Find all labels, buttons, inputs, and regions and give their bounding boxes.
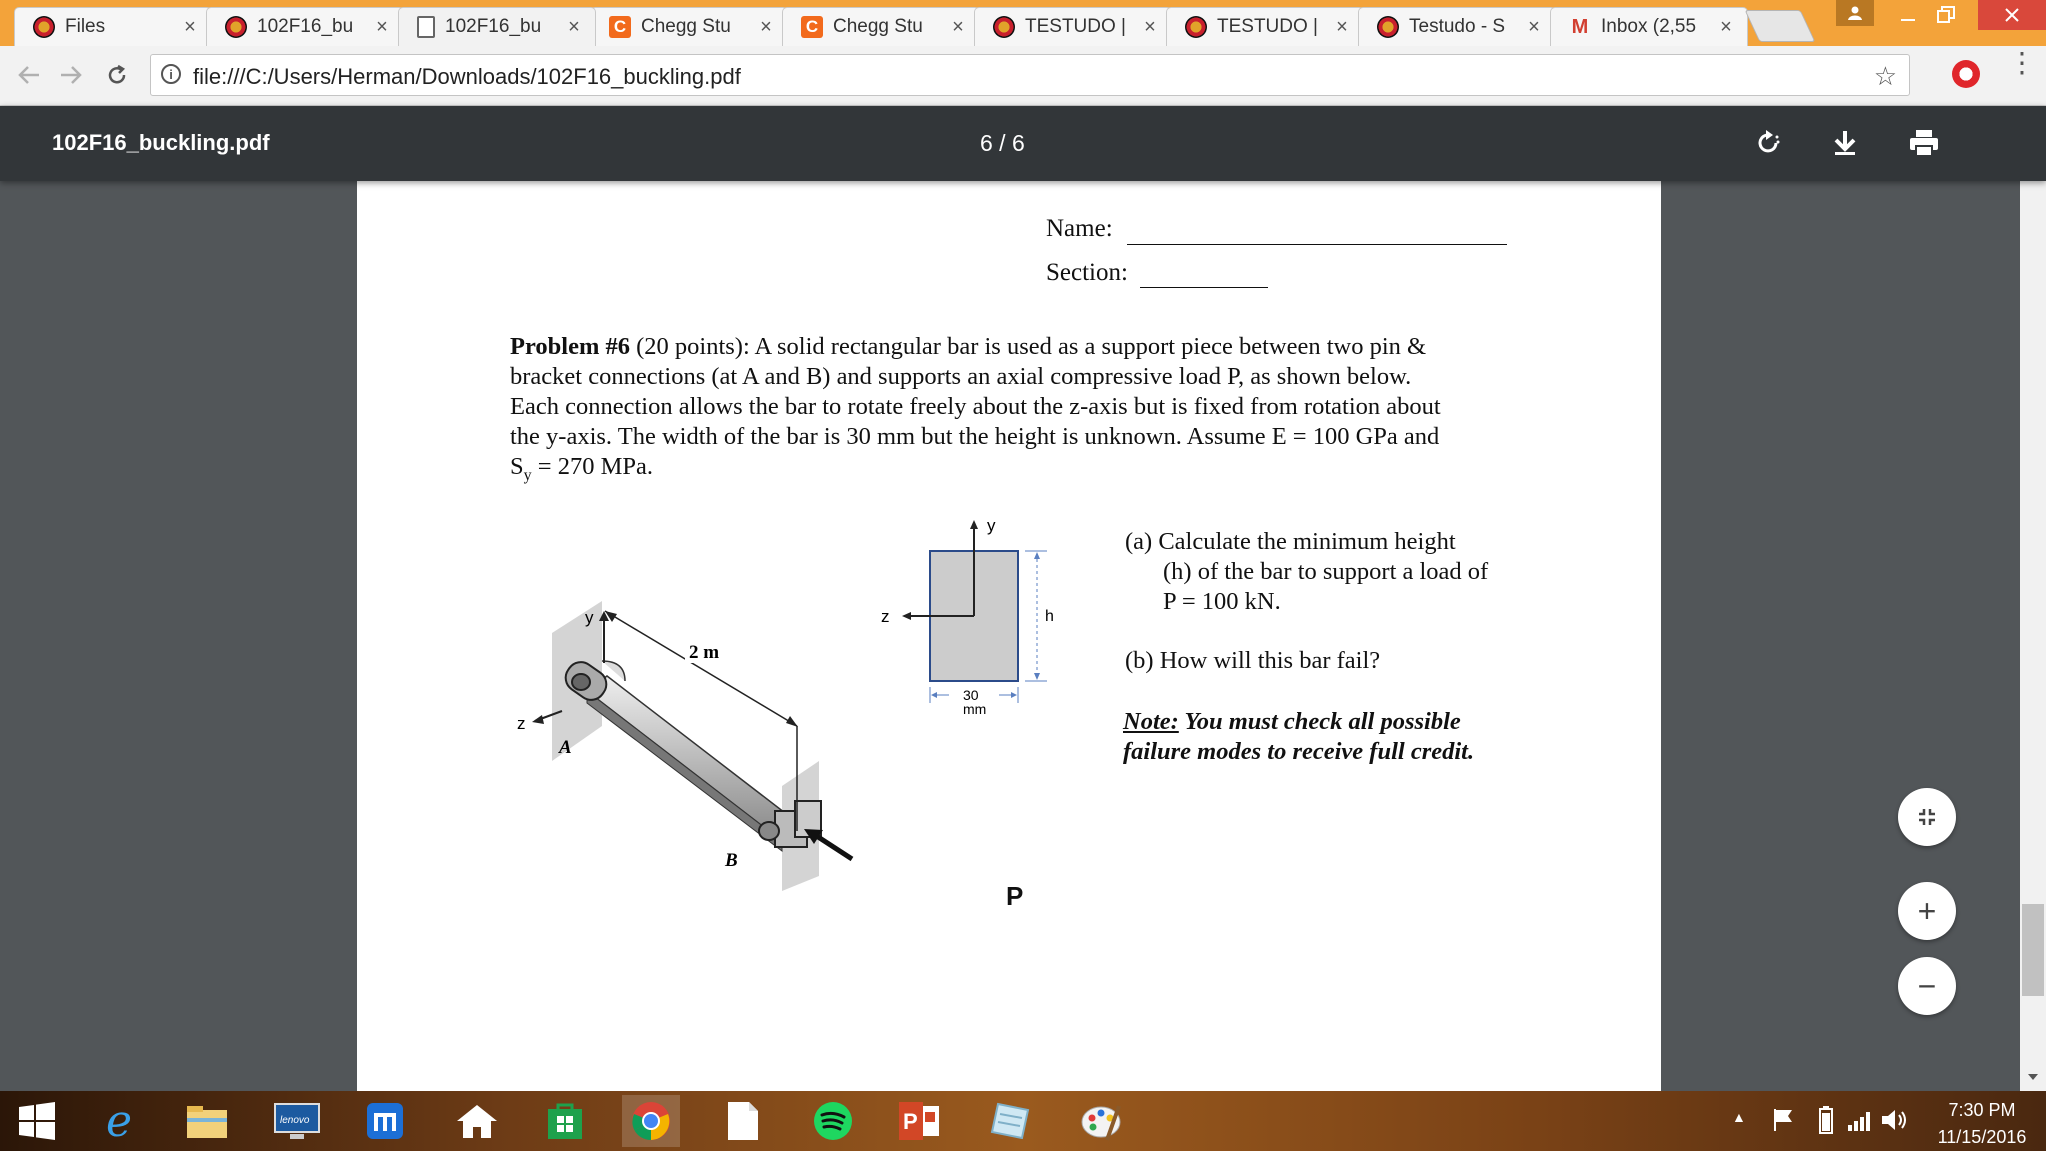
pdf-page (357, 181, 1661, 1091)
pdf-filename: 102F16_buckling.pdf (52, 130, 270, 155)
taskbar-chrome[interactable] (622, 1095, 680, 1147)
taskbar-store[interactable] (536, 1095, 594, 1147)
profile-button[interactable] (1836, 0, 1874, 26)
close-icon[interactable]: × (1720, 15, 1732, 38)
zoom-in-button[interactable] (1898, 882, 1956, 940)
taskbar-notes[interactable] (982, 1095, 1040, 1147)
address-bar[interactable] (150, 54, 1910, 96)
bar-figure (507, 511, 867, 891)
close-icon[interactable]: × (1336, 15, 1348, 38)
chegg-icon: C (609, 16, 631, 38)
internet-explorer-icon: e (105, 1095, 133, 1147)
taskbar-spotify[interactable] (804, 1095, 862, 1147)
dimension-label: 2 m (689, 642, 720, 663)
maryland-icon (1185, 16, 1207, 38)
close-icon[interactable]: × (1528, 15, 1540, 38)
cross-section-figure (881, 511, 1057, 741)
part-a (1125, 527, 1488, 617)
tab-pdf-active[interactable] (398, 7, 596, 46)
pdf-viewer[interactable] (0, 181, 2046, 1091)
browser-toolbar (0, 46, 2046, 106)
maryland-icon (993, 16, 1015, 38)
problem-line-1 (510, 332, 1560, 362)
part-a-line-1: (a) Calculate the minimum height (1125, 528, 1456, 555)
load-label: P (1006, 881, 1024, 911)
tab-title: Chegg Stu (641, 16, 731, 37)
home-icon (454, 1101, 500, 1141)
clock-date: 11/15/2016 (1937, 1127, 2027, 1147)
close-icon[interactable]: × (376, 15, 388, 38)
rotate-icon (1752, 126, 1786, 160)
tab-testudo-3[interactable] (1358, 7, 1556, 46)
minimize-icon (1900, 7, 1916, 23)
part-b: (b) How will this bar fail? (1125, 647, 1381, 674)
chrome-icon (630, 1100, 672, 1142)
sy-subscript: y (523, 466, 532, 484)
windows-start-button[interactable] (8, 1095, 66, 1147)
close-icon[interactable]: × (1144, 15, 1156, 38)
cs-z-label: z (881, 607, 890, 626)
problem-line-2: bracket connections (at A and B) and supports an axial compressive load P, as shown below. (510, 363, 1412, 390)
name-label: Name: (1046, 215, 1113, 242)
print-icon (1907, 126, 1941, 160)
opera-extension-icon[interactable] (1952, 60, 1980, 88)
show-hidden-icons-icon[interactable]: ▲ (1732, 1109, 1746, 1125)
label-b: B (725, 850, 738, 871)
taskbar-file[interactable] (714, 1095, 772, 1147)
fit-to-page-button[interactable] (1898, 788, 1956, 846)
zoom-out-button[interactable] (1898, 957, 1956, 1015)
maxthon-icon (365, 1101, 405, 1141)
restore-button[interactable] (1918, 0, 1974, 30)
notes-icon (990, 1100, 1032, 1142)
reload-icon (105, 63, 129, 87)
chegg-icon: C (801, 16, 823, 38)
taskbar-powerpoint[interactable] (890, 1095, 948, 1147)
restore-icon (1937, 6, 1955, 24)
bar-side (587, 691, 782, 851)
rotate-button[interactable] (1752, 126, 1786, 160)
sy-symbol: S (510, 453, 524, 480)
scroll-down-icon[interactable] (2020, 1067, 2046, 1087)
bookmark-star-icon[interactable]: ☆ (1873, 61, 1897, 91)
flag-icon[interactable] (1772, 1107, 1796, 1133)
problem-heading: Problem #6 (510, 333, 630, 360)
note-line-2: failure modes to receive full credit. (1123, 738, 1475, 765)
gmail-icon: M (1571, 15, 1589, 38)
z-axis-label: z (517, 714, 526, 733)
cs-width-label: 30 (963, 687, 979, 703)
sy-value: = 270 MPa. (531, 453, 653, 480)
back-arrow-icon (17, 63, 41, 87)
tab-title: Chegg Stu (833, 16, 923, 37)
tab-chegg-1[interactable] (590, 7, 788, 46)
maryland-icon (33, 16, 55, 38)
close-icon[interactable]: × (568, 15, 580, 38)
svg-text:lenovo: lenovo (280, 1115, 310, 1126)
part-a-line-3: P = 100 kN. (1163, 588, 1281, 615)
tab-title: 102F16_bu (257, 16, 354, 37)
pin-b (759, 822, 779, 840)
tab-strip (0, 0, 2046, 46)
minus-icon: − (1917, 967, 1937, 1004)
taskbar-ie[interactable] (90, 1095, 148, 1147)
tab-inbox[interactable] (1550, 7, 1748, 46)
tab-title: 102F16_bu (445, 16, 542, 37)
tab-title: TESTUDO | (1217, 16, 1318, 37)
scrollbar-thumb[interactable] (2022, 904, 2044, 996)
problem-line-4: the y-axis. The width of the bar is 30 mm but the height is unknown. Assume E = 100 GPa and (510, 423, 1440, 450)
maryland-icon (225, 16, 247, 38)
maryland-icon (1377, 16, 1399, 38)
print-button[interactable] (1907, 126, 1941, 160)
tab-testudo-1[interactable] (974, 7, 1172, 46)
battery-icon[interactable] (1818, 1105, 1834, 1135)
reload-button[interactable] (102, 60, 132, 90)
tab-pdf-1[interactable] (206, 7, 404, 46)
tab-testudo-2[interactable] (1166, 7, 1364, 46)
folder-icon (185, 1102, 229, 1140)
new-tab-button[interactable] (1745, 10, 1816, 42)
section-label: Section: (1046, 259, 1128, 286)
taskbar-lenovo[interactable] (268, 1095, 326, 1147)
note (1123, 707, 1474, 767)
page-indicator[interactable]: 6 / 6 (980, 130, 1025, 156)
file-icon (725, 1100, 761, 1142)
problem-line-3: Each connection allows the bar to rotate freely about the z-axis but is fixed from rotation about (510, 393, 1441, 420)
signal-icon[interactable] (1846, 1107, 1874, 1133)
url-text[interactable]: file:///C:/Users/Herman/Downloads/102F16_buckling.pdf (193, 64, 741, 89)
download-icon (1828, 126, 1862, 160)
problem-line-5 (510, 452, 1560, 491)
pdf-toolbar (0, 106, 2046, 181)
problem-text: (20 points): A solid rectangular bar is used as a support piece between two pin & (630, 333, 1427, 360)
name-line (1127, 244, 1507, 245)
fit-page-icon (1915, 805, 1939, 829)
user-icon (1847, 5, 1863, 21)
info-icon[interactable]: i (161, 64, 181, 84)
close-icon[interactable]: × (184, 15, 196, 38)
note-text: You must check all possible (1178, 708, 1461, 735)
z-axis-arrow (532, 715, 544, 724)
note-line-1 (1123, 707, 1474, 737)
tab-title: TESTUDO | (1025, 16, 1126, 37)
download-button[interactable] (1828, 126, 1862, 160)
menu-icon[interactable]: ⋮ (2008, 47, 2036, 78)
tab-title: Testudo - S (1409, 16, 1506, 37)
cs-z-arrow (902, 612, 911, 620)
forward-button[interactable] (56, 60, 86, 90)
store-icon (545, 1101, 585, 1141)
powerpoint-icon (897, 1100, 941, 1142)
close-icon[interactable]: × (760, 15, 772, 38)
tab-title: Inbox (2,55 (1601, 16, 1697, 37)
clock[interactable] (1922, 1097, 2042, 1151)
windows-icon (17, 1101, 57, 1141)
spotify-icon (812, 1100, 854, 1142)
note-label: Note: (1123, 708, 1179, 735)
taskbar-maxthon[interactable] (356, 1095, 414, 1147)
close-window-button[interactable] (1978, 0, 2046, 30)
y-axis-label: y (585, 608, 594, 627)
pin-a (572, 674, 590, 690)
tab-chegg-2[interactable] (782, 7, 980, 46)
dimension-arrow-end (786, 716, 798, 727)
forward-arrow-icon (59, 63, 83, 87)
plus-icon: + (1917, 892, 1937, 929)
volume-icon[interactable] (1880, 1107, 1910, 1133)
part-a-line-2: (h) of the bar to support a load of (1163, 558, 1489, 585)
close-icon[interactable]: × (952, 15, 964, 38)
taskbar-file-explorer[interactable] (178, 1095, 236, 1147)
taskbar (0, 1091, 2046, 1151)
cs-width-unit: mm (963, 701, 987, 717)
bar (587, 676, 802, 841)
tab-title: Files (65, 16, 106, 37)
document-icon (417, 16, 435, 38)
clock-time: 7:30 PM (1948, 1100, 2016, 1120)
cs-y-label: y (987, 516, 996, 535)
problem-statement (510, 332, 1560, 491)
taskbar-paint[interactable] (1072, 1095, 1130, 1147)
cs-y-arrow (970, 520, 978, 529)
paint-icon (1079, 1100, 1123, 1142)
taskbar-home[interactable] (448, 1095, 506, 1147)
cs-h-ext (1025, 551, 1047, 681)
back-button[interactable] (14, 60, 44, 90)
close-icon (2004, 7, 2020, 23)
svg-text:P: P (903, 1109, 918, 1134)
cs-h-label: h (1045, 608, 1054, 625)
label-a: A (559, 737, 572, 758)
lenovo-icon (272, 1101, 322, 1141)
section-line (1140, 287, 1268, 288)
tab-files[interactable] (14, 7, 212, 46)
